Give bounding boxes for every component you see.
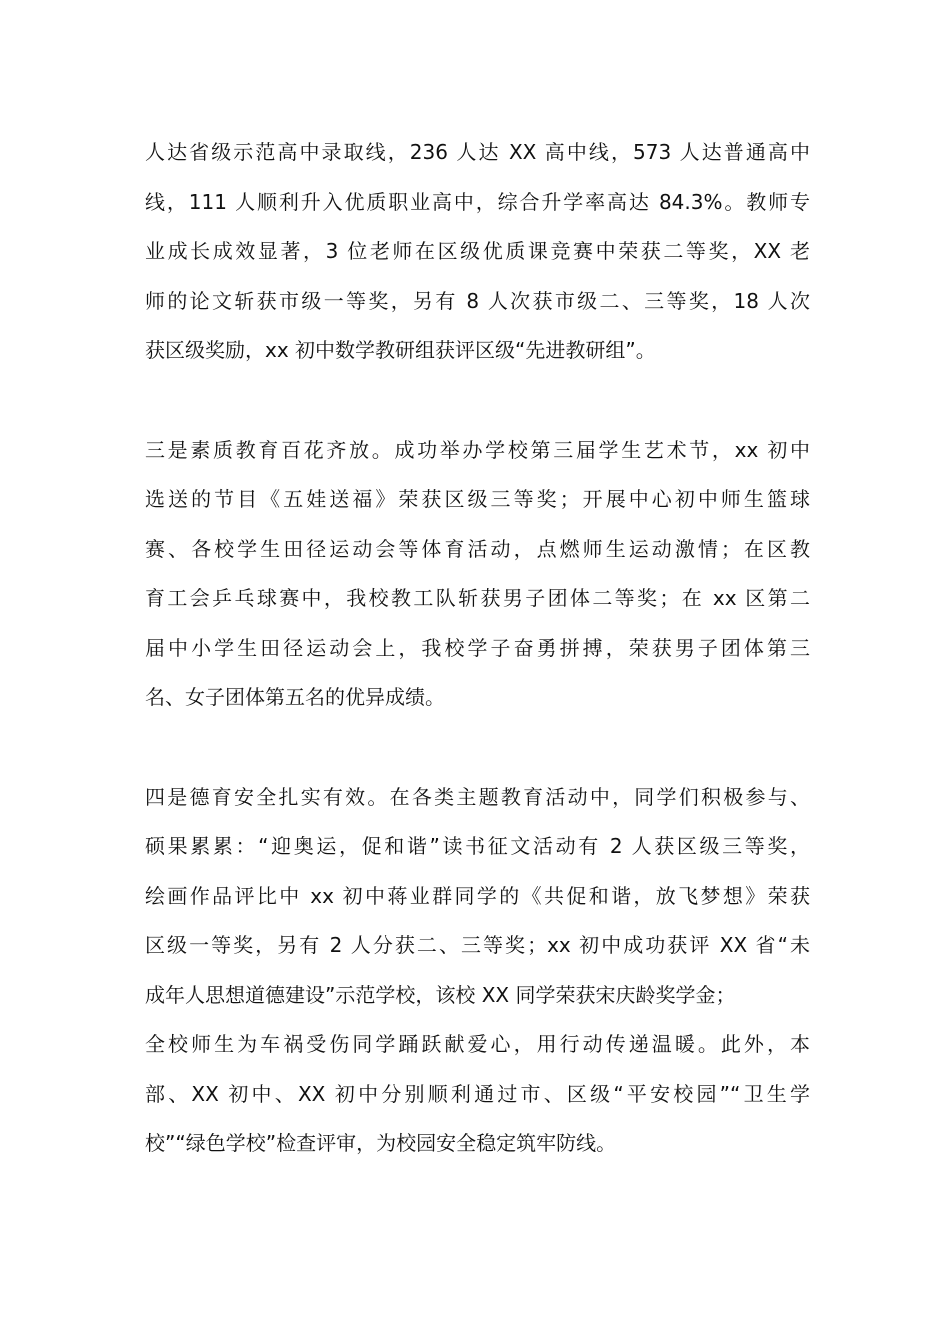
text-line: 三是素质教育百花齐放。成功举办学校第三届学生艺术节，xx 初中	[145, 437, 810, 462]
text-line: 绘画作品评比中 xx 初中蒋业群同学的《共促和谐，放飞梦想》荣获	[145, 883, 810, 908]
text-line: 业成长成效显著，3 位老师在区级优质课竞赛中荣获二等奖，XX 老	[145, 239, 810, 263]
text-line: 线，111 人顺利升入优质职业高中，综合升学率高达 84.3%。教师专	[145, 189, 810, 214]
text-line: 选送的节目《五娃送福》荣获区级三等奖；开展中心初中师生篮球	[145, 487, 810, 511]
text-line: 育工会乒乓球赛中，我校教工队斩获男子团体二等奖；在 xx 区第二	[145, 586, 810, 610]
paragraph-gap	[145, 723, 810, 773]
paragraph-moral-safety	[145, 773, 810, 1169]
text-line: 成年人思想道德建设”示范学校，该校 XX 同学荣获宋庆龄奖学金；	[145, 982, 736, 1007]
text-line: 四是德育安全扎实有效。在各类主题教育活动中，同学们积极参与、	[145, 784, 810, 809]
text-line: 区级一等奖，另有 2 人分获二、三等奖；xx 初中成功获评 XX 省“未	[145, 933, 810, 957]
text-line: 获区级奖励，xx 初中数学教研组获评区级“先进教研组”。	[145, 338, 656, 362]
text-line: 届中小学生田径运动会上，我校学子奋勇拼搏，荣获男子团体第三	[145, 635, 810, 660]
text-line: 校”“绿色学校”检查评审，为校园安全稳定筑牢防线。	[145, 1131, 617, 1155]
paragraph-teaching-results	[145, 128, 810, 376]
text-line: 人达省级示范高中录取线，236 人达 XX 高中线，573 人达普通高中	[145, 140, 810, 164]
text-line: 部、XX 初中、XX 初中分别顺利通过市、区级“平安校园”“卫生学	[145, 1081, 810, 1106]
text-line: 硕果累累：“迎奥运，促和谐”读书征文活动有 2 人获区级三等奖，	[145, 834, 810, 858]
paragraph-quality-education	[145, 426, 810, 723]
text-line: 师的论文斩获市级一等奖，另有 8 人次获市级二、三等奖，18 人次	[145, 288, 810, 313]
text-line: 名、女子团体第五名的优异成绩。	[145, 685, 445, 709]
text-line: 赛、各校学生田径运动会等体育活动，点燃师生运动激情；在区教	[145, 536, 810, 561]
text-line: 全校师生为车祸受伤同学踊跃献爱心，用行动传递温暖。此外，本	[145, 1032, 810, 1056]
paragraph-gap	[145, 376, 810, 426]
document-body	[145, 128, 810, 1169]
